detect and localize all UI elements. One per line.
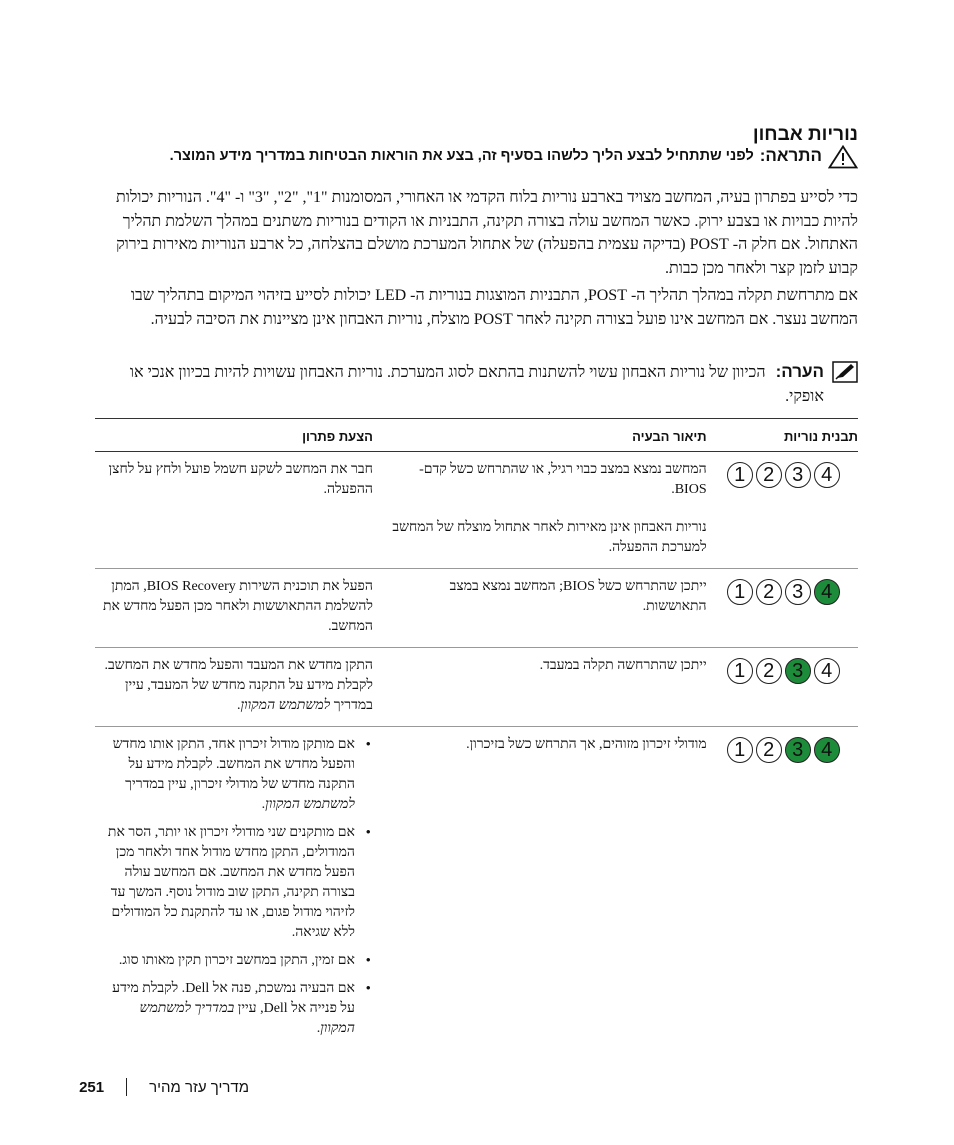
led-1-off: 1 — [727, 462, 753, 488]
warning-triangle-icon — [828, 145, 858, 169]
bullet-text-end: . — [261, 797, 266, 812]
footer-divider — [126, 1078, 127, 1096]
table-row — [95, 569, 858, 648]
led-pattern-3-4-on — [727, 737, 858, 763]
manual-reference: למשתמש המקוון — [265, 797, 355, 812]
bullet-text: אם מותקן מודול זיכרון אחד, התקן אותו מחדש והפעל מחדש את המחשב. לקבלת מידע על התקנה מחדש של מודולי זיכרון, עיין במדריך — [112, 737, 355, 792]
page-footer — [79, 1078, 249, 1096]
footer-section: מדריך עזר מהיר — [149, 1078, 249, 1096]
led-4-on: 4 — [814, 737, 840, 763]
header-description: תיאור הבעיה — [373, 419, 719, 452]
led-2-off: 2 — [756, 737, 782, 763]
header-solution: הצעת פתרון — [95, 419, 373, 452]
led-4-off: 4 — [814, 462, 840, 488]
list-item — [101, 735, 355, 815]
caution-label: התראה: — [759, 146, 822, 165]
note-text: הכיוון של נוריות האבחון עשוי להשתנות בהתאם לסוג המערכת. נוריות האבחון עשויות להיות בכיוון אנכי או אופקי. — [129, 364, 824, 405]
problem-description: ייתכן שהתרחש כשל BIOS; המחשב נמצא במצב התאוששות. — [373, 569, 719, 648]
led-2-off: 2 — [756, 579, 782, 605]
problem-description: המחשב נמצא במצב כבוי רגיל, או שהתרחש כשל קדם-BIOS. — [419, 462, 707, 497]
table-row — [95, 648, 858, 727]
led-1-off: 1 — [727, 658, 753, 684]
problem-description: מודולי זיכרון מזוהים, אך התרחש כשל בזיכרון. — [466, 737, 707, 752]
solution-text-end: . — [236, 698, 241, 713]
bullet-text-end: . — [316, 1021, 321, 1036]
page-number: 251 — [79, 1078, 105, 1096]
note-block — [93, 360, 858, 408]
solution-text: התקן מחדש את המעבד והפעל מחדש את המחשב. לקבלת מידע על התקנה מחדש של המעבד, עיין במדריך — [104, 658, 373, 713]
led-pattern-4-on — [727, 579, 858, 605]
suggested-solution-list — [95, 727, 373, 1058]
problem-description: ייתכן שהתרחשה תקלה במעבד. — [373, 648, 719, 727]
problem-description: נוריות האבחון אינן מאירות לאחר אתחול מוצלח של המחשב למערכת ההפעלה. — [373, 510, 719, 569]
list-item — [101, 951, 355, 971]
led-3-on: 3 — [785, 737, 811, 763]
caution-block — [93, 145, 858, 169]
bullet-text: אם זמין, התקן במחשב זיכרון תקין מאותו סוג. — [118, 953, 355, 968]
led-1-off: 1 — [727, 737, 753, 763]
list-item — [101, 979, 355, 1039]
manual-reference: למשתמש המקוון — [240, 698, 331, 713]
caution-text: לפני שתתחיל לבצע הליך כלשהו בסעיף זה, בצע את הוראות הבטיחות במדריך מידע המוצר. — [169, 148, 754, 164]
led-4-on: 4 — [814, 579, 840, 605]
note-label: הערה: — [775, 362, 824, 381]
header-pattern: תבנית נוריות — [719, 419, 858, 452]
led-4-off: 4 — [814, 658, 840, 684]
bullet-text: אם מותקנים שני מודולי זיכרון או יותר, הסר את המודולים, התקן מחדש מודול אחד ולאחר מכן הפעל מחדש את המחשב. אם המחשב עולה בצורה תקינה, התקן שוב מודול נוסף. המשך עד לזיהוי מודול פגום, או עד להתקנת כל המודולים ללא שגיאה. — [107, 825, 355, 940]
suggested-solution — [95, 648, 373, 727]
page-title: נוריות אבחון — [752, 124, 858, 145]
led-2-off: 2 — [756, 658, 782, 684]
diagnostic-lights-table — [95, 418, 858, 1057]
suggested-solution: חבר את המחשב לשקע חשמל פועל ולחץ על לחצן ההפעלה. — [95, 452, 373, 569]
table-header-row — [95, 419, 858, 452]
table-row — [95, 452, 858, 511]
post-paragraph: אם מתרחשת תקלה במהלך תהליך ה- POST, התבניות המוצגות בנוריות ה- LED יכולות לסייע בזיהוי המיקום בתהליך שבו המחשב נעצר. אם המחשב אינו פועל בצורה תקינה לאחר POST מוצלח, נוריות האבחון אינן מציינות את הסיבה לבעיה. — [130, 287, 858, 328]
table-row — [95, 727, 858, 1058]
led-3-off: 3 — [785, 579, 811, 605]
manual-reference: במדריך למשתמש המקוון — [139, 1001, 355, 1036]
list-item — [101, 823, 355, 943]
led-3-on: 3 — [785, 658, 811, 684]
led-3-off: 3 — [785, 462, 811, 488]
led-2-off: 2 — [756, 462, 782, 488]
led-pattern-all-off — [727, 462, 858, 488]
led-pattern-3-on — [727, 658, 858, 684]
suggested-solution: הפעל את תוכנית השירות BIOS Recovery, המתן להשלמת ההתאוששות ולאחר מכן הפעל מחדש את המחשב. — [95, 569, 373, 648]
led-1-off: 1 — [727, 579, 753, 605]
intro-paragraph: כדי לסייע בפתרון בעיה, המחשב מצויד בארבע נוריות בלוח הקדמי או האחורי, המסומנות "1", "2", "3" ו- "4". הנוריות יכולות להיות כבויות או בצבע ירוק. כאשר המחשב עולה בצורה תקינה, התבניות או הקודים בנוריות משתנים במהלך השלמת תהליך האתחול. אם חלק ה- POST (בדיקה עצמית בהפעלה) של אתחול המערכת מושלם בהצלחה, כל ארבע הנוריות מאירות בירוק קבוע לזמן קצר ולאחר מכן כבות. — [116, 189, 858, 277]
bullet-text: אם הבעיה נמשכת, פנה אל Dell. לקבלת מידע על פנייה אל Dell, עיין — [112, 981, 355, 1016]
note-pencil-icon — [832, 361, 858, 383]
